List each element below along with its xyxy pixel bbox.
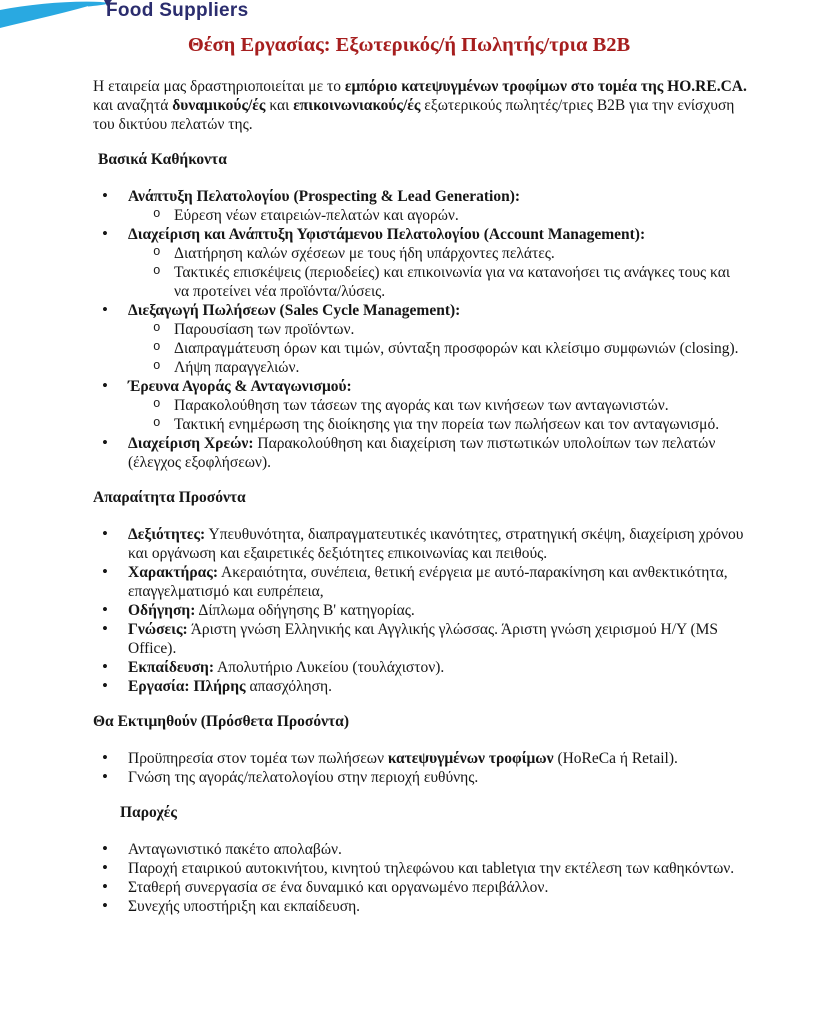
text: και [265, 97, 294, 114]
bold-text: Οδήγηση: [128, 602, 196, 619]
bullet-item [93, 187, 748, 206]
text: Προϋπηρεσία στον τομέα των πωλήσεων [128, 750, 388, 767]
text: Δίπλωμα οδήγησης Β' κατηγορίας. [195, 602, 415, 619]
text: Τακτική ενημέρωση της διοίκησης για την πορεία των πωλήσεων και τον ανταγωνισμό. [174, 416, 720, 433]
bullet-item [93, 768, 748, 787]
company-logo [0, 0, 340, 60]
bullet-item [93, 225, 748, 244]
bold-text: εμπόριο κατεψυγμένων τροφίμων στο τομέα της HO.RE.CA. [344, 78, 747, 95]
bullet-item [93, 859, 748, 878]
document-content [93, 77, 748, 916]
sub-bullet-item [93, 320, 748, 339]
text: Παρακολούθηση των τάσεων της αγοράς και των κινήσεων των ανταγωνιστών. [174, 397, 669, 414]
bold-text: Έρευνα Αγοράς & Ανταγωνισμού: [128, 378, 352, 395]
text: Εύρεση νέων εταιρειών-πελατών και αγορών. [174, 207, 459, 224]
sub-bullet-item [93, 339, 748, 358]
sub-bullet-item [93, 263, 748, 301]
section-heading: Απαραίτητα Προσόντα [93, 489, 246, 506]
bold-text: δυναμικούς/ές [172, 97, 266, 114]
bullet-item [93, 525, 748, 563]
text: Συνεχής υποστήριξη και εκπαίδευση. [128, 898, 361, 915]
bullet-item [93, 377, 748, 396]
bullet-item [93, 601, 748, 620]
bold-text: Διαχείριση και Ανάπτυξη Υφιστάμενου Πελατολογίου (Account Management): [128, 226, 646, 243]
bullet-item [93, 658, 748, 677]
bullet-item [93, 563, 748, 601]
sub-bullet-item [93, 396, 748, 415]
section-heading: Βασικά Καθήκοντα [98, 151, 227, 168]
bold-text: Γνώσεις: [128, 621, 188, 638]
sub-bullet-item [93, 244, 748, 263]
bullet-list [93, 525, 748, 696]
text: απασχόληση. [245, 678, 332, 695]
bullet-item [93, 840, 748, 859]
text: Γνώση της αγοράς/πελατολογίου στην περιοχή ευθύνης. [128, 769, 479, 786]
text: Απολυτήριο Λυκείου (τουλάχιστον). [214, 659, 445, 676]
text: Άριστη γνώση Ελληνικής και Αγγλικής γλώσσας. Άριστη γνώση χειρισμού Η/Υ (MS Office). [128, 621, 719, 657]
logo-text: Food Suppliers [106, 0, 249, 21]
text: εξωτερικούς πωλητές/τριες Β2Β για την ενίσχυση του δικτύου πελατών της. [93, 97, 735, 133]
text: και αναζητά [93, 97, 173, 114]
bullet-item [93, 878, 748, 897]
bullet-item [93, 620, 748, 658]
bullet-list [93, 840, 748, 916]
bold-text: Διαχείριση Χρεών: [128, 435, 254, 452]
section-heading: Θα Εκτιμηθούν (Πρόσθετα Προσόντα) [93, 713, 349, 730]
text: Παρουσίαση των προϊόντων. [174, 321, 355, 338]
sub-bullet-item [93, 206, 748, 225]
bold-text: επικοινωνιακούς/ές [293, 97, 421, 114]
sub-bullet-item [93, 415, 748, 434]
text: Διατήρηση καλών σχέσεων με τους ήδη υπάρχοντες πελάτες. [174, 245, 555, 262]
text: Σταθερή συνεργασία σε ένα δυναμικό και οργανωμένο περιβάλλον. [128, 879, 549, 896]
sub-bullet-item [93, 358, 748, 377]
intro-paragraph [93, 77, 748, 134]
bold-text: Δεξιότητες: [128, 526, 206, 543]
section-heading: Παροχές [120, 804, 177, 821]
bullet-item [93, 301, 748, 320]
page-title: Θέση Εργασίας: Εξωτερικός/ή Πωλητής/τρια Β2Β [187, 34, 631, 56]
text: Η εταιρεία μας δραστηριοποιείται με το [93, 78, 345, 95]
text: Λήψη παραγγελιών. [174, 359, 300, 376]
bold-text: Διεξαγωγή Πωλήσεων (Sales Cycle Management): [128, 302, 461, 319]
bullet-list [93, 187, 748, 472]
text: Διαπραγμάτευση όρων και τιμών, σύνταξη προσφορών και κλείσιμο συμφωνιών (closing). [174, 340, 739, 357]
text: Παροχή εταιρικού αυτοκινήτου, κινητού τηλεφώνου και tabletγια την εκτέλεση των καθηκόντων. [128, 860, 735, 877]
bold-text: κατεψυγμένων τροφίμων [387, 750, 554, 767]
bullet-item [93, 434, 748, 472]
bullet-list [93, 749, 748, 787]
bold-text: Εργασία: Πλήρης [128, 678, 246, 695]
text: Ακεραιότητα, συνέπεια, θετική ενέργεια με αυτό-παρακίνηση και ανθεκτικότητα, επαγγελματισμό και ευπρέπεια, [128, 564, 728, 600]
sections [93, 150, 748, 916]
text: Παρακολούθηση και διαχείριση των πιστωτικών υπολοίπων των πελατών (έλεγχος εξοφλήσεων). [128, 435, 716, 471]
bold-text: Εκπαίδευση: [128, 659, 214, 676]
bullet-item [93, 897, 748, 916]
text: Υπευθυνότητα, διαπραγματευτικές ικανότητες, στρατηγική σκέψη, διαχείριση χρόνου και οργάνωση και εξαιρετικές δεξιότητες επικοινωνίας και πειθούς. [128, 526, 744, 562]
text: (HoReCa ή Retail). [553, 750, 678, 767]
bullet-item [93, 677, 748, 696]
bold-text: Χαρακτήρας: [128, 564, 218, 581]
bold-text: Ανάπτυξη Πελατολογίου (Prospecting & Lead Generation): [128, 188, 521, 205]
text: Τακτικές επισκέψεις (περιοδείες) και επικοινωνία για να κατανοήσει τις ανάγκες τους και να προτείνει νέα προϊόντα/λύσεις. [174, 264, 730, 300]
text: Ανταγωνιστικό πακέτο απολαβών. [128, 841, 342, 858]
bullet-item [93, 749, 748, 768]
